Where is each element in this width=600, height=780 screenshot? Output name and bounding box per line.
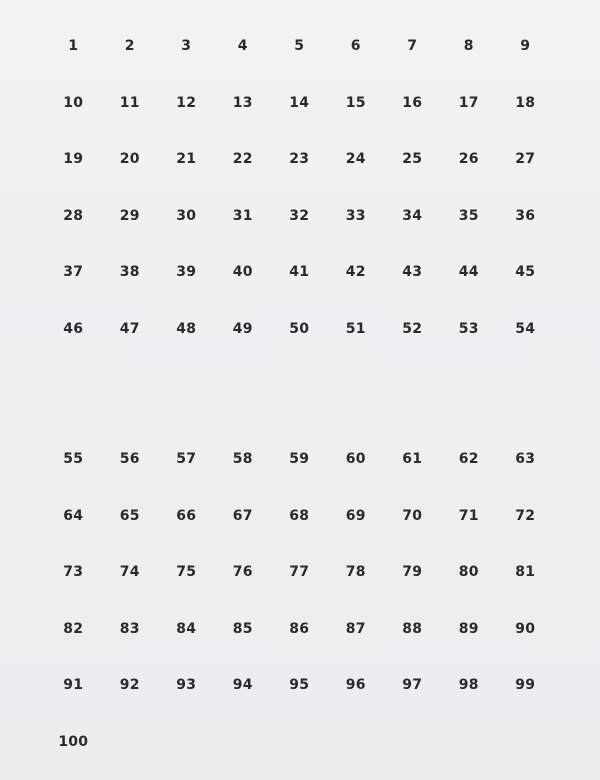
number-grid-top [45,18,554,357]
number-cell: 45 [515,264,536,281]
number-cell: 79 [402,564,423,581]
number-cell: 25 [402,151,423,168]
number-cell: 93 [176,677,197,694]
number-cell: 87 [345,620,366,637]
number-cell: 64 [63,507,84,524]
number-cell: 27 [515,151,536,168]
number-cell: 98 [458,677,479,694]
number-cell: 1 [68,38,79,55]
number-cell: 88 [402,620,423,637]
number-cell: 17 [458,94,479,111]
number-cell: 26 [458,151,479,168]
number-cell: 35 [458,207,479,224]
number-cell: 52 [402,320,423,337]
number-cell: 57 [176,451,197,468]
number-cell: 51 [345,320,366,337]
number-cell: 63 [515,451,536,468]
number-cell: 49 [232,320,253,337]
number-cell: 3 [181,38,192,55]
number-cell: 89 [458,620,479,637]
number-cell: 94 [232,677,253,694]
number-cell: 80 [458,564,479,581]
number-cell: 61 [402,451,423,468]
number-cell: 21 [176,151,197,168]
number-cell: 47 [119,320,140,337]
number-cell: 65 [119,507,140,524]
number-cell: 97 [402,677,423,694]
number-cell: 82 [63,620,84,637]
number-cell: 39 [176,264,197,281]
number-cell: 37 [63,264,84,281]
number-cell: 66 [176,507,197,524]
number-cell: 70 [402,507,423,524]
number-cell: 92 [119,677,140,694]
number-cell: 54 [515,320,536,337]
number-cell: 13 [232,94,253,111]
number-cell: 34 [402,207,423,224]
number-cell: 28 [63,207,84,224]
number-cell: 14 [289,94,310,111]
number-cell: 16 [402,94,423,111]
number-cell: 56 [119,451,140,468]
number-cell: 38 [119,264,140,281]
number-cell: 48 [176,320,197,337]
number-cell: 85 [232,620,253,637]
number-cell: 100 [58,733,89,750]
number-cell: 75 [176,564,197,581]
number-cell: 31 [232,207,253,224]
number-cell: 4 [237,38,248,55]
number-cell: 53 [458,320,479,337]
number-cell: 5 [294,38,305,55]
number-cell: 12 [176,94,197,111]
number-cell: 58 [232,451,253,468]
number-cell: 20 [119,151,140,168]
number-cell: 81 [515,564,536,581]
number-cell: 83 [119,620,140,637]
number-cell: 84 [176,620,197,637]
number-cell: 32 [289,207,310,224]
number-cell: 15 [345,94,366,111]
number-cell: 33 [345,207,366,224]
number-cell: 30 [176,207,197,224]
number-cell: 46 [63,320,84,337]
number-cell: 24 [345,151,366,168]
number-cell: 43 [402,264,423,281]
number-cell: 22 [232,151,253,168]
number-cell: 74 [119,564,140,581]
number-cell: 78 [345,564,366,581]
number-cell: 99 [515,677,536,694]
number-cell: 44 [458,264,479,281]
number-cell: 62 [458,451,479,468]
number-cell: 95 [289,677,310,694]
number-cell: 36 [515,207,536,224]
number-cell: 91 [63,677,84,694]
number-cell: 77 [289,564,310,581]
number-cell: 68 [289,507,310,524]
number-cell: 67 [232,507,253,524]
number-cell: 42 [345,264,366,281]
number-cell: 60 [345,451,366,468]
number-grid-bottom [45,431,554,770]
number-cell: 50 [289,320,310,337]
number-cell: 73 [63,564,84,581]
number-cell: 90 [515,620,536,637]
number-cell: 59 [289,451,310,468]
number-cell: 11 [119,94,140,111]
number-cell: 96 [345,677,366,694]
number-cell: 9 [520,38,531,55]
number-cell: 55 [63,451,84,468]
number-cell: 10 [63,94,84,111]
number-cell: 41 [289,264,310,281]
number-cell: 2 [124,38,135,55]
number-cell: 76 [232,564,253,581]
number-cell: 29 [119,207,140,224]
number-cell: 86 [289,620,310,637]
number-cell: 18 [515,94,536,111]
number-cell: 40 [232,264,253,281]
number-cell: 69 [345,507,366,524]
number-cell: 8 [463,38,474,55]
number-cell: 23 [289,151,310,168]
number-cell: 72 [515,507,536,524]
number-cell: 7 [407,38,418,55]
number-cell: 19 [63,151,84,168]
number-cell: 71 [458,507,479,524]
number-cell: 6 [350,38,361,55]
